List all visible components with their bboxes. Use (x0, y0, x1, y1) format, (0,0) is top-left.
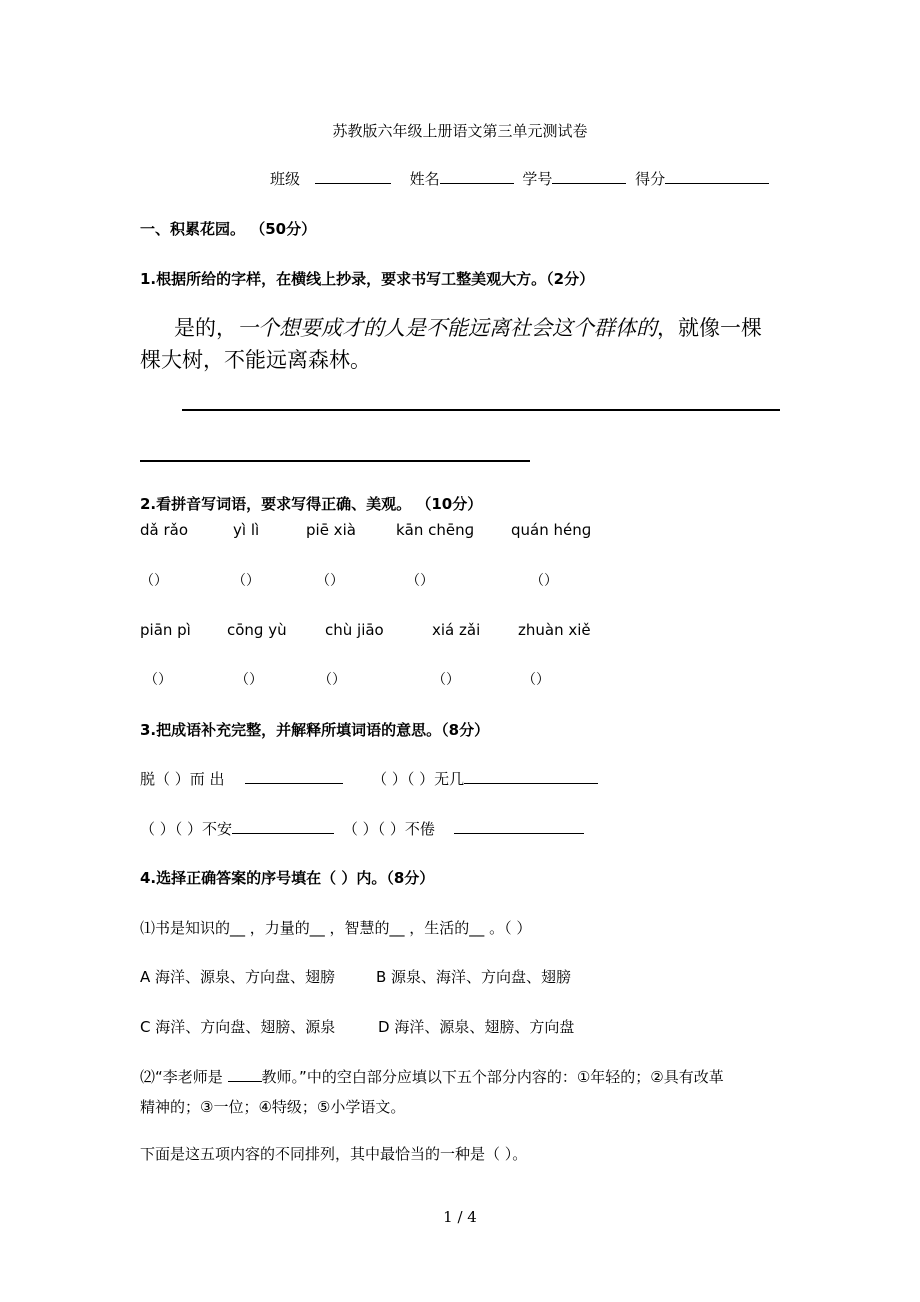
idiom-3: （ ）（ ）不安 (140, 820, 233, 838)
idiom-1: 脱（ ）而 出 (140, 770, 225, 788)
copy-line-2[interactable] (140, 460, 530, 462)
section-heading: 一、积累花园。 （50分） (140, 220, 317, 238)
idiom-row-2 (140, 818, 584, 839)
pinyin-item: piē xià (306, 521, 356, 539)
answer-parens[interactable]: （ ） (232, 573, 260, 589)
pinyin-item: cōnɡ yù (227, 621, 287, 639)
option-a[interactable]: A 海洋、源泉、方向盘、翅膀 (140, 968, 336, 986)
pinyin-item: piān pì (140, 621, 191, 639)
question-4-3: 下面是这五项内容的不同排列，其中最恰当的一种是（ ）。 (140, 1145, 528, 1163)
pinyin-item: zhuàn xiě (518, 621, 591, 639)
class-label: 班级 (270, 170, 301, 188)
q42-part-a: ⑵“李老师是 (140, 1068, 228, 1086)
answer-parens[interactable]: （ ） (406, 573, 434, 589)
meaning-blank[interactable] (245, 769, 343, 784)
id-label: 学号 (522, 170, 553, 188)
name-label: 姓名 (409, 170, 440, 188)
question-3-prompt: 3.把成语补充完整，并解释所填词语的意思。（8分） (140, 721, 490, 739)
pinyin-item: xiá zǎi (432, 621, 481, 639)
pinyin-item: yì lì (233, 521, 260, 539)
question-4-1: ⑴书是知识的__ ，力量的__ ，智慧的__ ，生活的__ 。（ ） (140, 919, 532, 937)
answer-parens[interactable]: （ ） (522, 672, 550, 688)
idiom-row-1 (140, 768, 598, 789)
q42-part-b: 教师。”中的空白部分应填以下五个部分内容的：①年轻的；②具有改革 (261, 1068, 724, 1086)
question-4-2-line1 (140, 1066, 724, 1087)
copy-passage (140, 312, 780, 376)
meaning-blank[interactable] (464, 769, 598, 784)
question-1-prompt: 1.根据所给的字样，在横线上抄录，要求书写工整美观大方。（2分） (140, 270, 595, 288)
question-4-prompt: 4.选择正确答案的序号填在（ ）内。（8分） (140, 869, 435, 887)
class-blank[interactable] (315, 169, 391, 184)
question-2-prompt: 2.看拼音写词语，要求写得正确、美观。 （10分） (140, 495, 483, 513)
answer-parens[interactable]: （ ） (235, 672, 263, 688)
question-4-2-line2: 精神的；③一位；④特级；⑤小学语文。 (140, 1098, 406, 1116)
page-title: 苏教版六年级上册语文第三单元测试卷 (332, 122, 588, 140)
answer-parens[interactable]: （ ） (318, 672, 346, 688)
answer-parens[interactable]: （ ） (316, 573, 344, 589)
passage-start: 是的， (174, 316, 237, 340)
answer-parens[interactable]: （ ） (530, 573, 558, 589)
pinyin-item: chù jiāo (325, 621, 384, 639)
meaning-blank[interactable] (454, 819, 584, 834)
pinyin-item: quán hénɡ (511, 521, 592, 539)
answer-parens[interactable]: （ ） (144, 672, 172, 688)
q42-blank[interactable] (228, 1067, 262, 1082)
idiom-4: （ ）（ ）不倦 (342, 820, 435, 838)
option-b[interactable]: B 源泉、海洋、方向盘、翅膀 (376, 968, 572, 986)
answer-parens[interactable]: （ ） (432, 672, 460, 688)
score-blank[interactable] (665, 169, 769, 184)
pinyin-item: dǎ rǎo (140, 521, 189, 539)
meaning-blank[interactable] (232, 819, 334, 834)
copy-line-1[interactable] (182, 409, 780, 411)
pinyin-item: kān chēnɡ (396, 521, 475, 539)
id-blank[interactable] (552, 169, 626, 184)
student-info-line (270, 168, 769, 189)
answer-parens[interactable]: （ ） (140, 573, 168, 589)
score-label: 得分 (635, 170, 666, 188)
idiom-2: （ ）（ ）无几 (372, 770, 465, 788)
passage-italic: 一个想要成才的人是不能远离社会这个群体的 (237, 316, 657, 340)
name-blank[interactable] (440, 169, 514, 184)
option-c[interactable]: C 海洋、方向盘、翅膀、源泉 (140, 1018, 336, 1036)
option-d[interactable]: D 海洋、源泉、翅膀、方向盘 (378, 1018, 575, 1036)
passage-end: ，就像一棵棵大树，不能远离森林。 (140, 316, 762, 372)
page-number: 1 / 4 (443, 1208, 477, 1226)
